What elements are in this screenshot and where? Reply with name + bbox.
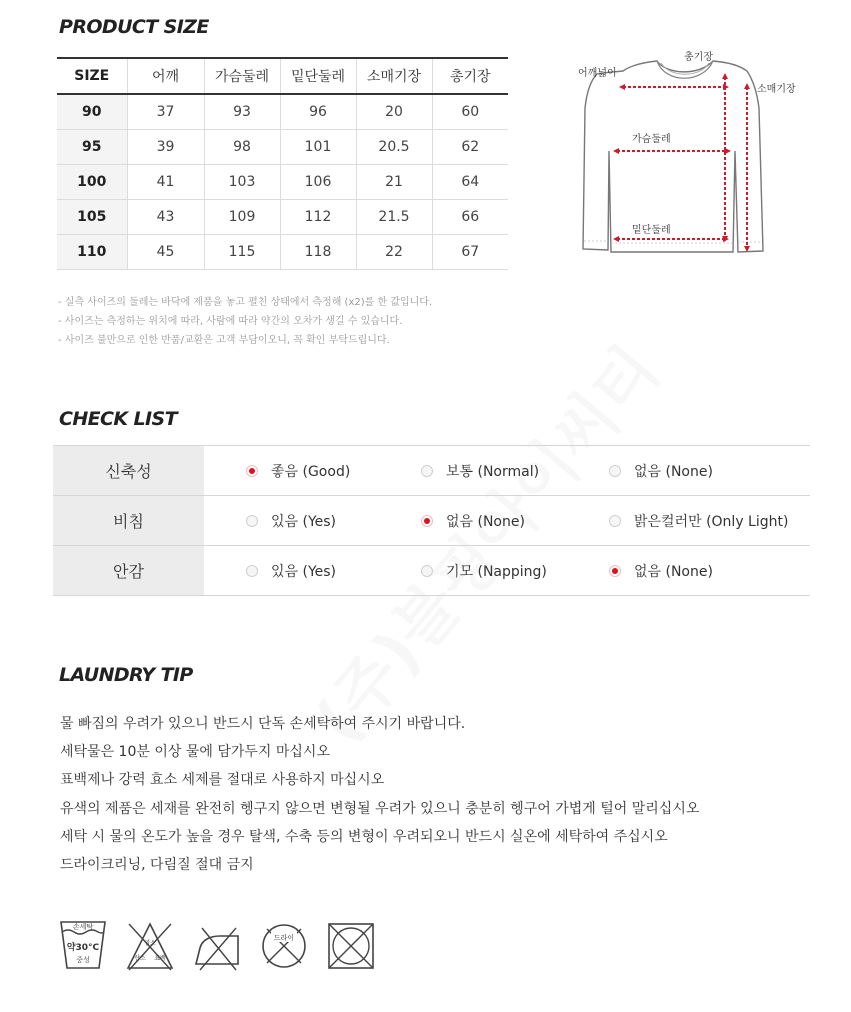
laundry-tip-title: LAUNDRY TIP xyxy=(59,664,193,686)
no-tumble-dry-icon xyxy=(326,918,376,974)
bleach-top-text: 염소 xyxy=(144,940,156,947)
laundry-tip: 유색의 제품은 세재를 완전히 헹구지 않으면 변형될 우려가 있으니 충분히 헹구어 가볍게 털어 말리십시오 xyxy=(60,800,700,817)
product-size-title: PRODUCT SIZE xyxy=(59,16,209,38)
table-cell: 95 xyxy=(57,129,127,164)
column-header: 밑단둘레 xyxy=(280,58,356,94)
table-cell: 93 xyxy=(204,94,280,129)
size-note: - 사이즈는 측정하는 위치에 따라, 사람에 따라 약간의 오차가 생길 수 있습니다. xyxy=(58,316,403,327)
size-note: - 실측 사이즈의 둘레는 바닥에 제품을 놓고 펼친 상태에서 측정해 (x2)를 한 값입니다. xyxy=(58,297,433,308)
option-yes[interactable] xyxy=(204,546,379,596)
table-cell: 67 xyxy=(432,234,508,269)
column-header: 총기장 xyxy=(432,58,508,94)
table-cell: 21 xyxy=(356,164,432,199)
table-cell: 96 xyxy=(280,94,356,129)
check-row-lining xyxy=(53,546,810,596)
table-cell: 22 xyxy=(356,234,432,269)
option-label: 기모 (Napping) xyxy=(446,563,547,580)
table-row xyxy=(57,129,508,164)
option-normal[interactable] xyxy=(379,446,567,496)
check-row-stretch xyxy=(53,446,810,496)
laundry-tip: 표백제나 강력 효소 세제를 절대로 사용하지 마십시오 xyxy=(60,772,385,789)
option-label: 있음 (Yes) xyxy=(271,513,337,530)
option-none[interactable] xyxy=(567,546,810,596)
check-row-label: 신축성 xyxy=(53,446,204,496)
option-none[interactable] xyxy=(567,446,810,496)
laundry-tip: 물 빠짐의 우려가 있으니 반드시 단독 손세탁하여 주시기 바랍니다. xyxy=(60,716,466,732)
radio-icon[interactable] xyxy=(421,465,433,477)
table-row xyxy=(57,234,508,269)
table-cell: 66 xyxy=(432,199,508,234)
table-cell: 105 xyxy=(57,199,127,234)
shoulder-label: 어깨넓이 xyxy=(578,68,617,79)
option-label: 없음 (None) xyxy=(634,463,713,480)
option-none[interactable] xyxy=(379,496,567,546)
laundry-tip: 세탁 시 물의 온도가 높을 경우 탈색, 수축 등의 변형이 우려되오니 반드시 실온에 세탁하여 주십시오 xyxy=(60,828,668,845)
table-cell: 98 xyxy=(204,129,280,164)
column-header: 소매기장 xyxy=(356,58,432,94)
no-dry-clean-icon xyxy=(259,918,309,974)
size-note: - 사이즈 불만으로 인한 반품/교환은 고객 부담이오니, 꼭 확인 부탁드립니다. xyxy=(58,335,390,346)
size-notes xyxy=(58,293,432,350)
option-good[interactable] xyxy=(204,446,379,496)
sleeve-label: 소매기장 xyxy=(757,84,796,95)
table-cell: 60 xyxy=(432,94,508,129)
table-cell: 62 xyxy=(432,129,508,164)
hem-label: 밑단둘레 xyxy=(632,225,671,236)
option-label: 보통 (Normal) xyxy=(446,463,540,480)
table-cell: 37 xyxy=(127,94,204,129)
radio-icon[interactable] xyxy=(246,515,258,527)
total-length-label: 총기장 xyxy=(684,52,713,63)
table-cell: 100 xyxy=(57,164,127,199)
table-row xyxy=(57,199,508,234)
no-bleach-icon xyxy=(125,918,175,974)
option-label: 좋음 (Good) xyxy=(271,463,351,480)
care-icons xyxy=(58,918,393,974)
radio-selected-icon[interactable] xyxy=(421,515,433,527)
option-label: 밝은컬러만 (Only Light) xyxy=(634,513,789,530)
table-cell: 21.5 xyxy=(356,199,432,234)
radio-icon[interactable] xyxy=(609,465,621,477)
bleach-right-text: 표백 xyxy=(154,955,166,962)
size-table xyxy=(57,57,508,270)
size-table-header xyxy=(57,58,508,94)
table-row xyxy=(57,164,508,199)
column-header: 가슴둘레 xyxy=(204,58,280,94)
option-yes[interactable] xyxy=(204,496,379,546)
check-list-title: CHECK LIST xyxy=(59,408,177,430)
check-list-table xyxy=(53,445,810,596)
table-cell: 43 xyxy=(127,199,204,234)
table-cell: 90 xyxy=(57,94,127,129)
table-cell: 101 xyxy=(280,129,356,164)
measurement-diagram xyxy=(575,40,805,270)
check-row-label: 안감 xyxy=(53,546,204,596)
table-cell: 45 xyxy=(127,234,204,269)
no-iron-icon xyxy=(192,918,242,974)
table-cell: 106 xyxy=(280,164,356,199)
dry-clean-text: 드라이 xyxy=(273,934,295,942)
table-cell: 110 xyxy=(57,234,127,269)
column-header: SIZE xyxy=(57,58,127,94)
table-cell: 109 xyxy=(204,199,280,234)
radio-icon[interactable] xyxy=(609,515,621,527)
check-row-transparency xyxy=(53,496,810,546)
table-cell: 20.5 xyxy=(356,129,432,164)
table-cell: 39 xyxy=(127,129,204,164)
option-label: 없음 (None) xyxy=(446,513,525,530)
table-cell: 115 xyxy=(204,234,280,269)
laundry-tip: 세탁물은 10분 이상 물에 담가두지 마십시오 xyxy=(60,744,330,761)
chest-label: 가슴둘레 xyxy=(632,134,671,145)
table-cell: 112 xyxy=(280,199,356,234)
laundry-tip: 드라이크리닝, 다림질 절대 금지 xyxy=(60,857,254,874)
hand-wash-top-text: 손세탁 xyxy=(72,923,94,931)
hand-wash-temp-text: 약30°C xyxy=(66,943,100,953)
option-label: 없음 (None) xyxy=(634,563,713,580)
option-label: 있음 (Yes) xyxy=(271,563,337,580)
radio-selected-icon[interactable] xyxy=(246,465,258,477)
table-cell: 103 xyxy=(204,164,280,199)
column-header: 어깨 xyxy=(127,58,204,94)
table-cell: 41 xyxy=(127,164,204,199)
radio-icon[interactable] xyxy=(246,565,258,577)
table-row xyxy=(57,94,508,129)
laundry-tips xyxy=(60,710,699,879)
bleach-left-text: 산소 xyxy=(134,955,146,962)
hand-wash-icon xyxy=(58,918,108,974)
option-napping[interactable] xyxy=(379,546,567,596)
radio-icon[interactable] xyxy=(421,565,433,577)
radio-selected-icon[interactable] xyxy=(609,565,621,577)
option-only-light[interactable] xyxy=(567,496,810,546)
table-cell: 118 xyxy=(280,234,356,269)
table-cell: 20 xyxy=(356,94,432,129)
hand-wash-bottom-text: 중성 xyxy=(76,956,90,964)
table-cell: 64 xyxy=(432,164,508,199)
check-row-label: 비침 xyxy=(53,496,204,546)
